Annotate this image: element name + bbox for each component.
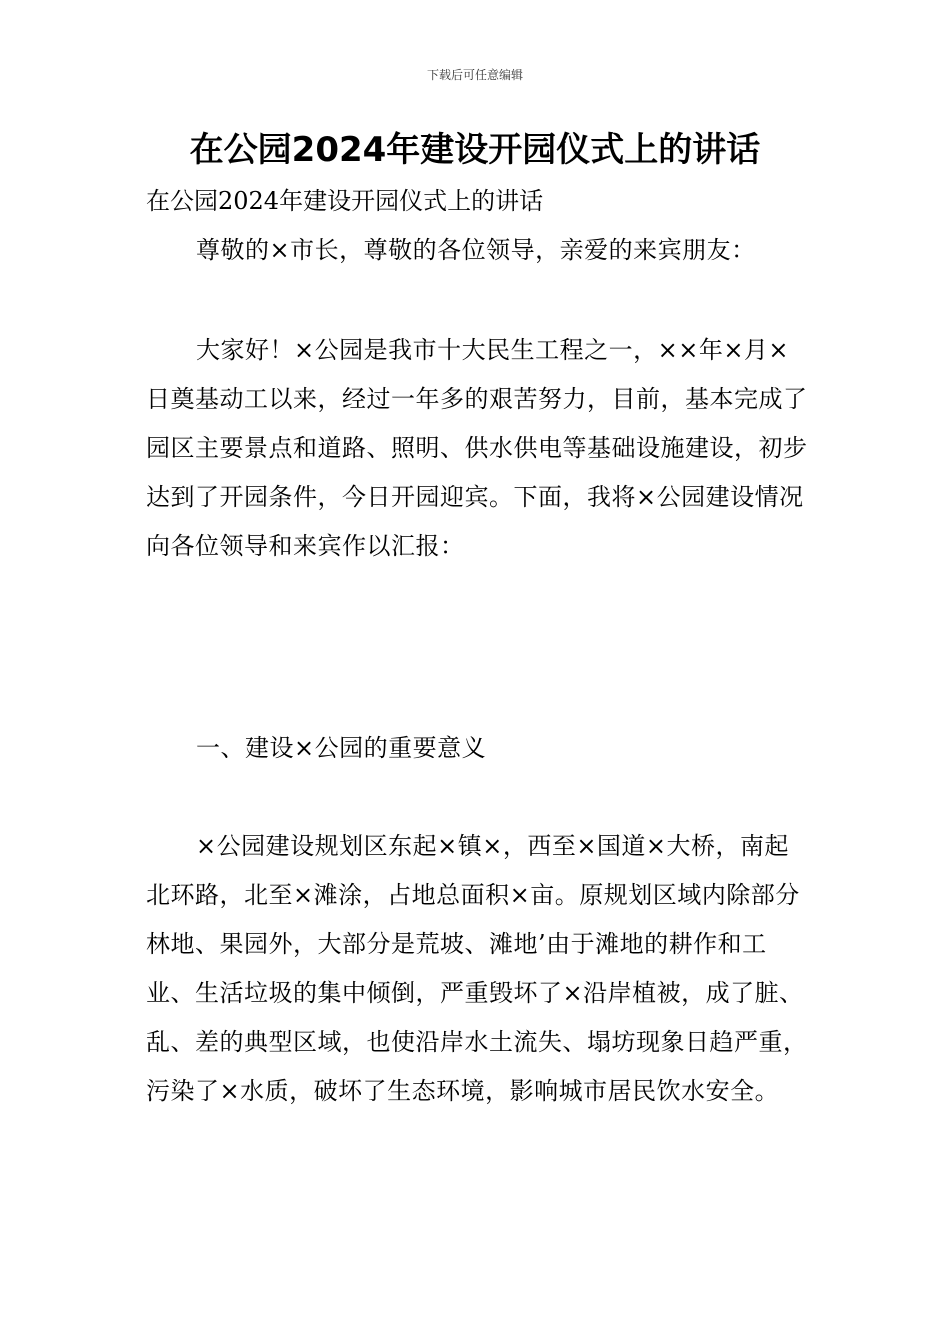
section-1-body-paragraph: ×公园建设规划区东起×镇×，西至×国道×大桥，南起北环路，北至×滩涂，占地总面积×亩。原规划区域内除部分林地、果园外，大部分是荒坡、滩地’由于滩地的耕作和工业、生活垃圾的集中倾倒，严重毁坏了×沿岸植被，成了脏、乱、差的典型区域，也使沿岸水土流失、塌坊现象日趋严重，污染了×水质，破坏了生态环境，影响城市居民饮水安全。	[146, 832, 808, 1105]
section-heading-1: 一、建设×公园的重要意义	[196, 734, 487, 762]
intro-paragraph: 大家好！×公园是我市十大民生工程之一，××年×月×日奠基动工以来，经过一年多的艰苦努力，目前，基本完成了园区主要景点和道路、照明、供水供电等基础设施建设，初步达到了开园条件，今日开园迎宾。下面，我将×公园建设情况向各位领导和来宾作以汇报：	[146, 336, 808, 560]
document-title: 在公园2024年建设开园仪式上的讲话	[189, 130, 761, 170]
document-subtitle: 在公园2024年建设开园仪式上的讲话	[146, 187, 544, 215]
greeting-paragraph: 尊敬的×市长，尊敬的各位领导，亲爱的来宾朋友：	[196, 236, 756, 264]
header-note: 下载后可任意编辑	[426, 68, 523, 82]
